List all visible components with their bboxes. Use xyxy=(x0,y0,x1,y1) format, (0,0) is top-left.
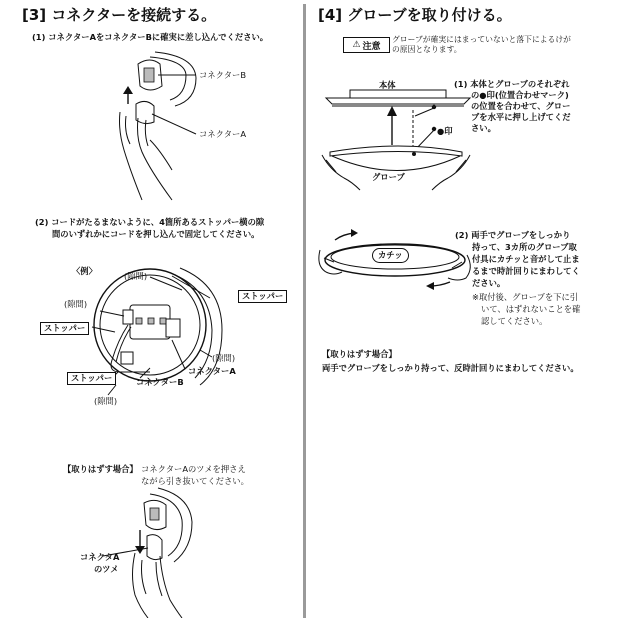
body-label: 本体 xyxy=(379,80,396,90)
fig1-connector-a-label: コネクターA xyxy=(199,129,246,139)
gap-label-left: (隙間) xyxy=(64,299,88,309)
connector-a-label: コネクターA xyxy=(188,366,236,376)
note-line1: ※取付後、グローブを下に引 xyxy=(472,292,579,302)
step-4-1-line4: ブを水平に押し上げてくだ xyxy=(471,112,571,122)
step-4-1-line1: (1) 本体とグローブのそれぞれ xyxy=(454,79,570,89)
remove-globe-title: 【取りはずす場合】 xyxy=(322,349,397,359)
step-4-2-line2: 持って、3カ所のグローブ取 xyxy=(472,242,577,252)
fig1-connector-b-label: コネクターB xyxy=(199,70,247,80)
step-4-2-line5: ださい。 xyxy=(472,278,506,288)
remove-connector-line2: ながら引き抜いてください。 xyxy=(141,476,249,486)
step-3-2-line2: 間のいずれかにコードを押し込んで固定してください。 xyxy=(52,229,260,239)
caution-badge-text: 注意 xyxy=(362,41,381,52)
caution-line2: の原因となります。 xyxy=(392,45,462,54)
section-3-heading: [3] コネクターを接続する。 xyxy=(22,6,217,24)
remove-connector-line1: コネクターAのツメを押さえ xyxy=(141,464,246,474)
stopper-label-bottom: ストッパー xyxy=(67,372,116,385)
step-4-1-line3: の位置を合わせて、グロー xyxy=(471,101,571,111)
connector-b-label: コネクターB xyxy=(136,377,184,387)
note-line3: 認してください。 xyxy=(481,316,548,326)
claw-label-line2: のツメ xyxy=(94,564,119,574)
click-sound-bubble: カチッ xyxy=(372,248,409,263)
stopper-label-left: ストッパー xyxy=(40,322,89,335)
remove-globe-text: 両手でグローブをしっかり持って、反時計回りにまわしてください。 xyxy=(322,363,579,373)
remove-connector-title: 【取りはずす場合】 xyxy=(63,464,138,474)
mark-label: ●印 xyxy=(437,126,453,136)
gap-label-top: (隙間) xyxy=(124,271,148,281)
gap-label-bottom: (隙間) xyxy=(94,396,118,406)
stopper-label-right: ストッパー xyxy=(238,290,287,303)
step-4-2-line3: 付具にカチッと音がして止ま xyxy=(472,254,580,264)
claw-label-line1: コネクタA xyxy=(80,552,120,562)
step-3-1-text: (1) コネクターAをコネクターBに確実に差し込んでください。 xyxy=(32,32,269,42)
step-4-2-line4: るまで時計回りにまわしてく xyxy=(472,266,580,276)
step-3-2-line1: (2) コードがたるまないように、4箇所あるストッパー横の隙 xyxy=(35,217,265,227)
warning-triangle-icon: ⚠ xyxy=(352,40,361,50)
section-4-heading: [4] グローブを取り付ける。 xyxy=(318,6,512,24)
globe-label: グローブ xyxy=(372,172,405,182)
example-label: 〈例〉 xyxy=(72,266,97,276)
caution-line1: グローブが確実にはまっていないと落下によるけが xyxy=(392,35,571,44)
step-4-1-line2: の●印(位置合わせマーク) xyxy=(471,90,569,100)
step-4-1-line5: さい。 xyxy=(471,123,496,133)
step-4-2-line1: (2) 両手でグローブをしっかり xyxy=(455,230,571,240)
note-line2: いて、はずれないことを確 xyxy=(481,304,581,314)
gap-label-right: (隙間) xyxy=(212,353,236,363)
